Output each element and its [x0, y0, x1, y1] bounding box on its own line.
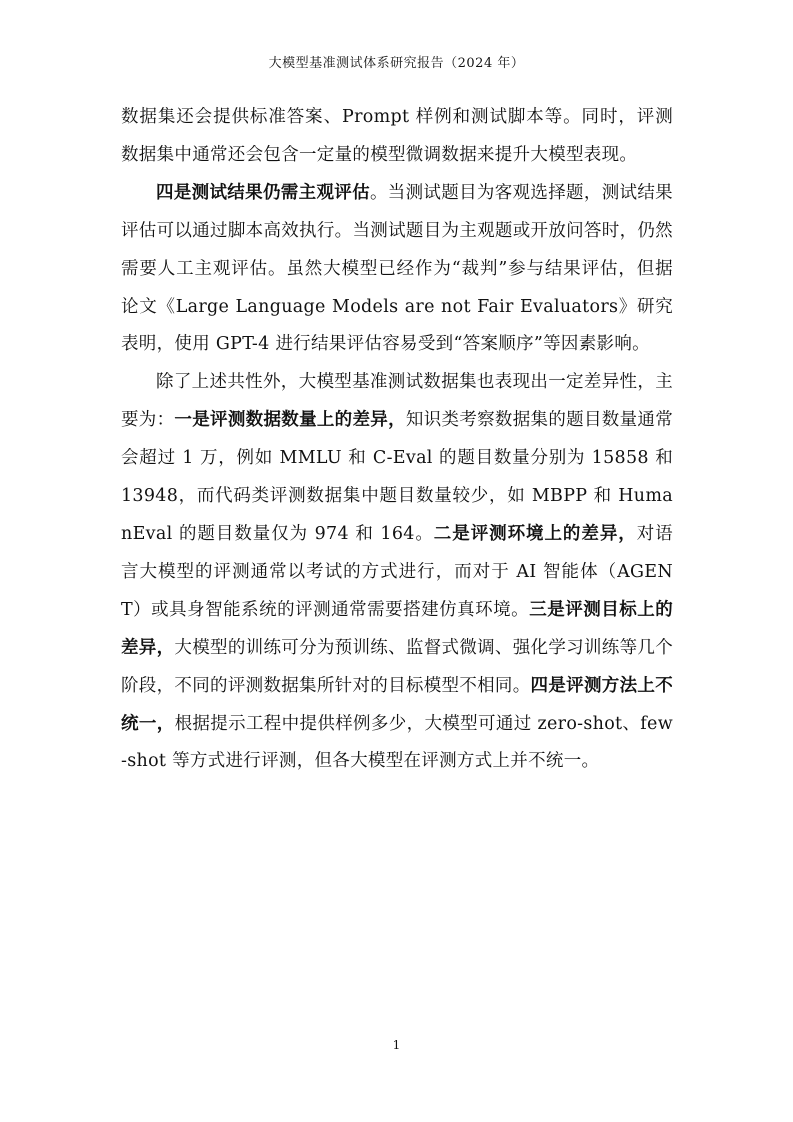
running-header: 大模型基准测试体系研究报告（2024 年） [268, 56, 525, 71]
paragraph-3-text-1: 知识类考察数据集的题目数量通常会超过 1 万，例如 MMLU 和 C-Eval 的题目数量分别为 15858 和 13948，而代码类评测数据集中题目数量较少，如 MBPP 和 HumanEval 的题目数量仅为 974 和 164。 [121, 410, 673, 544]
page-number: 1 [392, 1038, 401, 1052]
paragraph-2-text: 。当测试题目为客观选择题，测试结果评估可以通过脚本高效执行。当测试题目为主观题或开放问答时，仍然需要人工主观评估。虽然大模型已经作为“裁判”参与结果评估，但据论文《Large Language Models are not Fair Evaluators》研究表明，使用 GPT-4 进行结果评估容易受到“答案顺序”等因素影响。 [121, 182, 673, 355]
paragraph-3-text-2: 对语言大模型的评测通常以考试的方式进行，而对于 AI 智能体（AGENT）或具身智能系统的评测通常需要搭建仿真环境。 [121, 523, 673, 620]
paragraph-3-bold-point-2: 二是评测环境上的差异， [433, 523, 637, 544]
paragraph-3-text-3: 大模型的训练可分为预训练、监督式微调、强化学习训练等几个阶段，不同的评测数据集所针对的目标模型不相同。 [121, 637, 673, 696]
paragraph-3-text-4: 根据提示工程中提供样例多少，大模型可通过 zero-shot、few-shot 等方式进行评测，但各大模型在评测方式上并不统一。 [121, 713, 673, 772]
paragraph-2-bold-lead: 四是测试结果仍需主观评估 [156, 182, 370, 203]
paragraph-2 [121, 175, 673, 365]
paragraph-3-bold-point-3: 三是评测目标上的差异， [121, 599, 673, 658]
paragraph-3-bold-point-1: 一是评测数据数量上的差异， [174, 410, 406, 431]
paragraph-3 [121, 364, 673, 781]
paragraph-1-text: 数据集还会提供标准答案、Prompt 样例和测试脚本等。同时，评测数据集中通常还会包含一定量的模型微调数据来提升大模型表现。 [121, 107, 673, 165]
paragraph-1 [121, 99, 673, 175]
body-text [121, 99, 673, 781]
paragraph-3-intro: 除了上述共性外，大模型基准测试数据集也表现出一定差异性，主要为： [121, 372, 673, 431]
paragraph-3-bold-point-4: 四是评测方法上不统一， [121, 675, 673, 734]
